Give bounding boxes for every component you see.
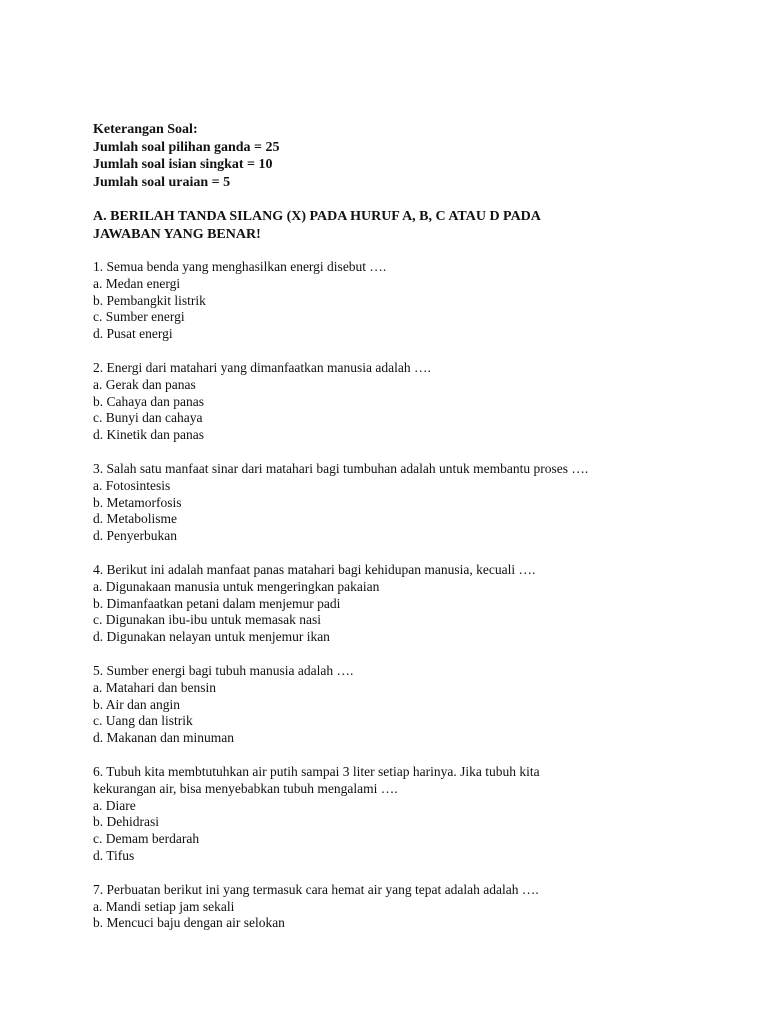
- option-c: c. Bunyi dan cahaya: [93, 410, 203, 426]
- option-b: b. Mencuci baju dengan air selokan: [93, 915, 285, 931]
- exam-info: [93, 121, 733, 191]
- option-c: c. Demam berdarah: [93, 831, 200, 847]
- document-page: [93, 121, 733, 949]
- option-b: b. Air dan angin: [93, 696, 180, 712]
- question-text: 4. Berikut ini adalah manfaat panas matahari bagi kehidupan manusia, kecuali ….: [93, 561, 536, 577]
- option-b: b. Dehidrasi: [93, 814, 159, 830]
- question-1: [93, 259, 733, 343]
- section-a-title-line1: A. BERILAH TANDA SILANG (X) PADA HURUF A, B, C ATAU D PADA: [93, 209, 541, 224]
- question-4: [93, 562, 733, 646]
- option-a: a. Mandi setiap jam sekali: [93, 898, 235, 914]
- info-line-short-answer: Jumlah soal isian singkat = 10: [93, 157, 273, 172]
- option-d: d. Penyerbukan: [93, 528, 177, 544]
- option-a: a. Fotosintesis: [93, 477, 171, 493]
- question-5: [93, 663, 733, 747]
- info-line-essay: Jumlah soal uraian = 5: [93, 174, 231, 190]
- option-a: a. Gerak dan panas: [93, 376, 196, 392]
- question-text: 1. Semua benda yang menghasilkan energi disebut ….: [93, 259, 387, 274]
- question-6: [93, 764, 733, 865]
- option-b: b. Dimanfaatkan petani dalam menjemur padi: [93, 595, 341, 611]
- question-list: [93, 259, 733, 932]
- option-a: a. Medan energi: [93, 275, 181, 291]
- option-c: c. Uang dan listrik: [93, 713, 193, 729]
- option-b: b. Cahaya dan panas: [93, 393, 204, 409]
- option-d: d. Kinetik dan panas: [93, 427, 204, 443]
- option-d: d. Digunakan nelayan untuk menjemur ikan: [93, 629, 330, 645]
- question-7: [93, 882, 733, 932]
- question-text: 5. Sumber energi bagi tubuh manusia adalah ….: [93, 662, 354, 678]
- section-a-title-line2: JAWABAN YANG BENAR!: [93, 226, 261, 242]
- question-3: [93, 461, 733, 545]
- option-b: b. Metamorfosis: [93, 494, 182, 510]
- question-text-line1: 6. Tubuh kita membtutuhkan air putih sampai 3 liter setiap harinya. Jika tubuh kita: [93, 763, 540, 779]
- option-d: d. Tifus: [93, 847, 135, 863]
- section-a-title: [93, 208, 733, 243]
- option-c: d. Metabolisme: [93, 511, 177, 527]
- question-text: 7. Perbuatan berikut ini yang termasuk cara hemat air yang tepat adalah adalah ….: [93, 881, 539, 897]
- option-c: c. Digunakan ibu-ibu untuk memasak nasi: [93, 612, 321, 628]
- question-2: [93, 360, 733, 444]
- option-d: d. Makanan dan minuman: [93, 730, 234, 746]
- option-a: a. Digunakaan manusia untuk mengeringkan pakaian: [93, 578, 380, 594]
- question-text: 3. Salah satu manfaat sinar dari matahari bagi tumbuhan adalah untuk membantu proses ….: [93, 460, 589, 476]
- option-c: c. Sumber energi: [93, 309, 185, 325]
- question-text-line2: kekurangan air, bisa menyebabkan tubuh mengalami ….: [93, 780, 398, 796]
- option-d: d. Pusat energi: [93, 326, 173, 342]
- question-text: 2. Energi dari matahari yang dimanfaatkan manusia adalah ….: [93, 359, 431, 375]
- option-a: a. Matahari dan bensin: [93, 679, 216, 695]
- info-line-multiple-choice: Jumlah soal pilihan ganda = 25: [93, 139, 280, 155]
- option-a: a. Diare: [93, 797, 136, 813]
- option-b: b. Pembangkit listrik: [93, 292, 206, 308]
- info-heading: Keterangan Soal:: [93, 122, 198, 137]
